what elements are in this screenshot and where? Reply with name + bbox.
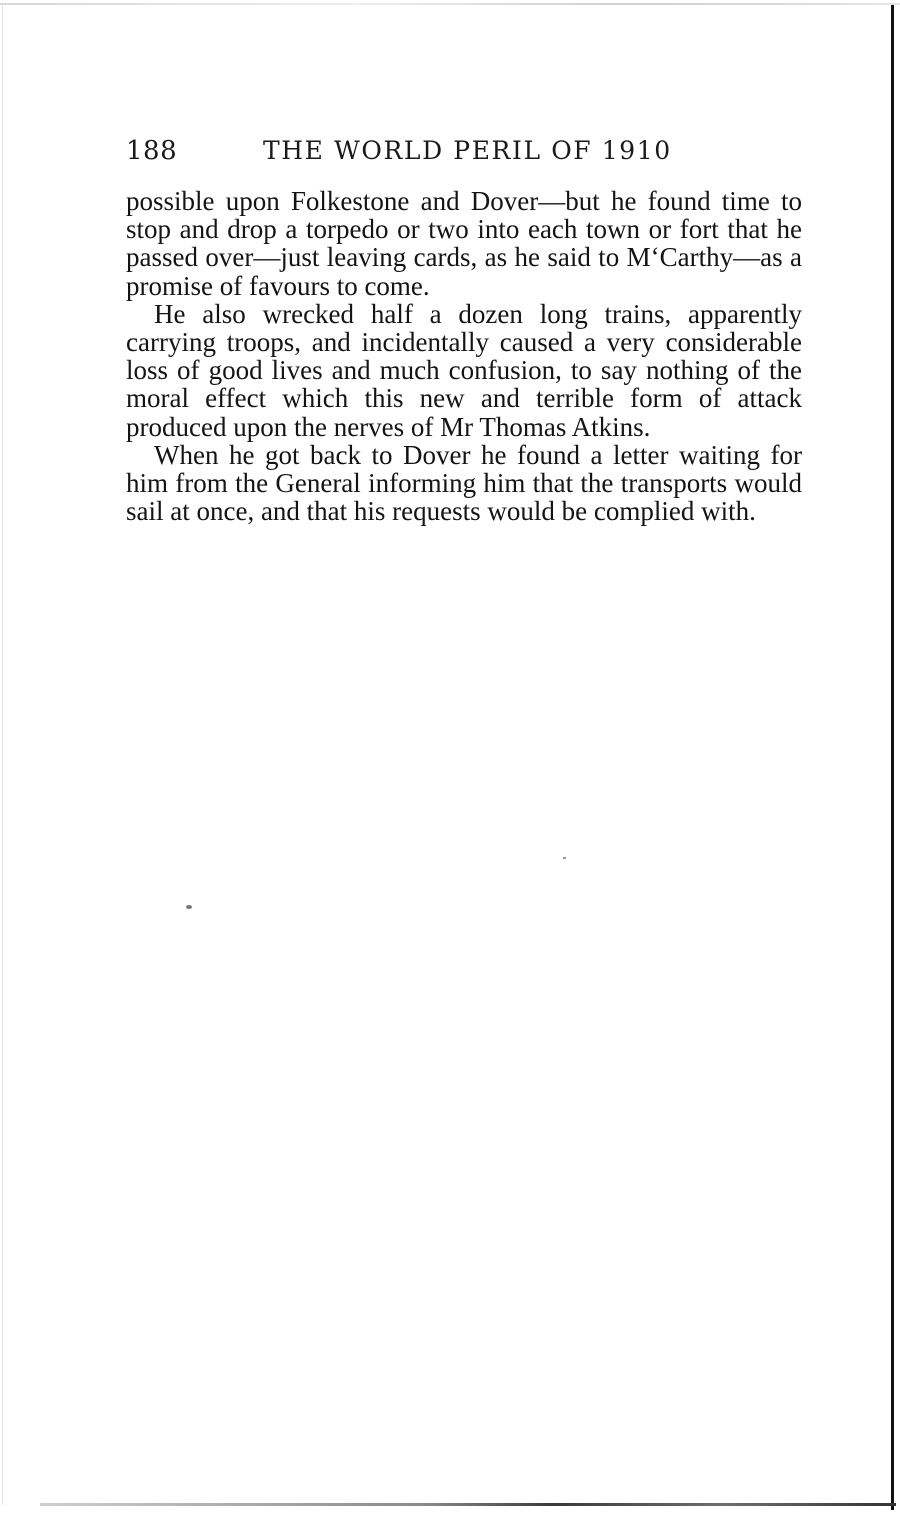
body-text [126, 187, 802, 525]
paragraph-1: possible upon Folkestone and Dover—but he found time to stop and drop a torpedo or two into each town or fort that he passed over—just leaving cards, as he said to M‘Carthy—as a promise of favours to come. [126, 186, 802, 301]
ink-speck [186, 905, 192, 909]
running-head [126, 136, 802, 172]
ink-speck [563, 857, 566, 859]
page-edge-left [2, 5, 3, 1505]
page-edge-bottom [40, 1503, 896, 1506]
paragraph-3: When he got back to Dover he found a letter waiting for him from the General informing him that the transports would sail at once, and that his requests would be complied with. [126, 439, 802, 527]
running-title: THE WORLD PERIL OF 1910 [263, 136, 672, 165]
page-edge-top [0, 3, 900, 5]
page-edge-right [891, 5, 894, 1510]
paragraph-2: He also wrecked half a dozen long trains, apparently carrying troops, and incidentally caused a very considerable loss of good lives and much confusion, to say nothing of the moral effect which this new and terrible form of attack produced upon the nerves of Mr Thomas Atkins. [126, 298, 802, 442]
page-number: 188 [126, 136, 178, 166]
